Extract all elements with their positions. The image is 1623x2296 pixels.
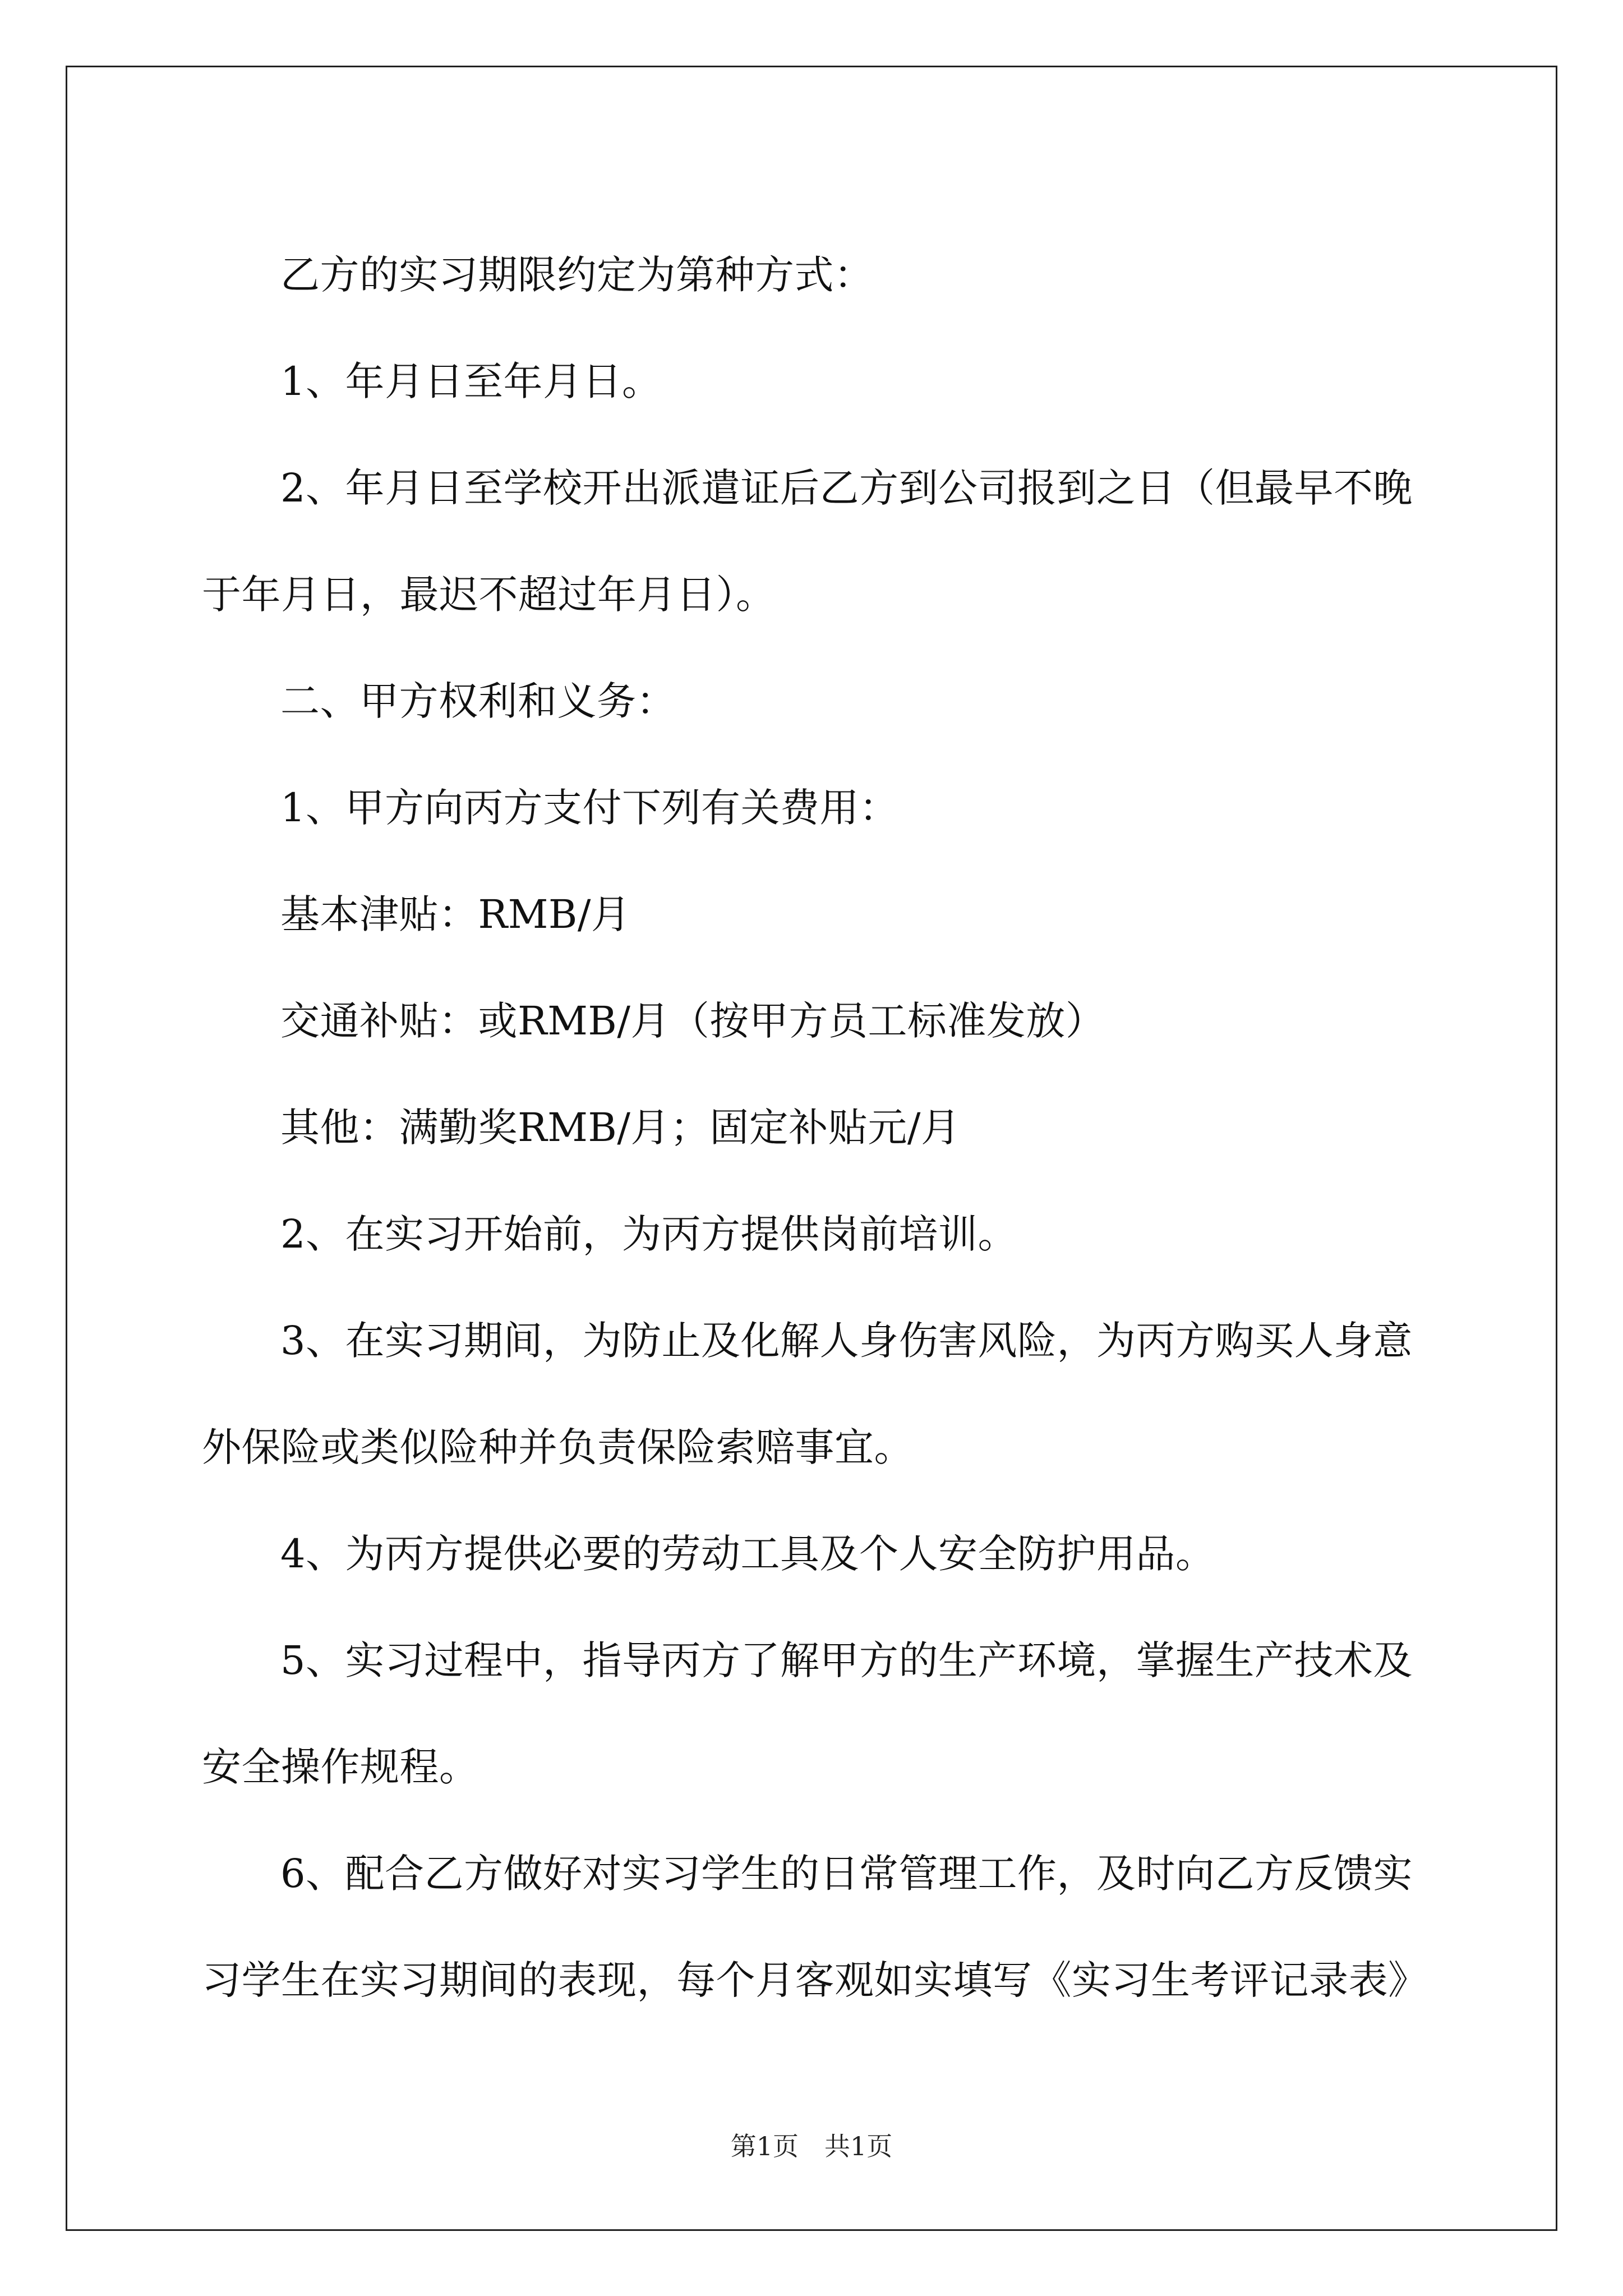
paragraph: 2、在实习开始前，为丙方提供岗前培训。	[280, 1211, 1018, 1257]
paragraph: 乙方的实习期限约定为第种方式：	[280, 252, 874, 298]
paragraph: 3、在实习期间，为防止及化解人身伤害风险，为丙方购买人身意	[280, 1318, 1413, 1364]
page-number-footer: 第1页 共1页	[730, 2131, 893, 2161]
paragraph: 2、年月日至学校开出派遣证后乙方到公司报到之日（但最早不晚	[280, 465, 1413, 511]
paragraph: 4、为丙方提供必要的劳动工具及个人安全防护用品。	[280, 1531, 1215, 1577]
paragraph-continuation: 于年月日，最迟不超过年月日）。	[202, 572, 776, 618]
paragraph: 其他：满勤奖RMB/月；固定补贴元/月	[280, 1105, 961, 1151]
paragraph: 1、甲方向丙方支付下列有关费用：	[280, 785, 899, 831]
paragraph-continuation: 习学生在实习期间的表现，每个月客观如实填写《实习生考评记录表》	[202, 1957, 1428, 2003]
document-body	[202, 222, 1428, 2033]
section-heading: 二、甲方权利和义务：	[280, 678, 676, 724]
paragraph: 5、实习过程中，指导丙方了解甲方的生产环境，掌握生产技术及	[280, 1637, 1413, 1683]
paragraph: 6、配合乙方做好对实习学生的日常管理工作，及时向乙方反馈实	[280, 1851, 1413, 1897]
paragraph-continuation: 外保险或类似险种并负责保险索赔事宜。	[202, 1424, 914, 1470]
paragraph-continuation: 安全操作规程。	[202, 1744, 479, 1790]
paragraph: 1、年月日至年月日。	[280, 358, 662, 404]
paragraph: 交通补贴：或RMB/月（按甲方员工标准发放）	[280, 998, 1105, 1044]
paragraph: 基本津贴：RMB/月	[280, 891, 631, 937]
